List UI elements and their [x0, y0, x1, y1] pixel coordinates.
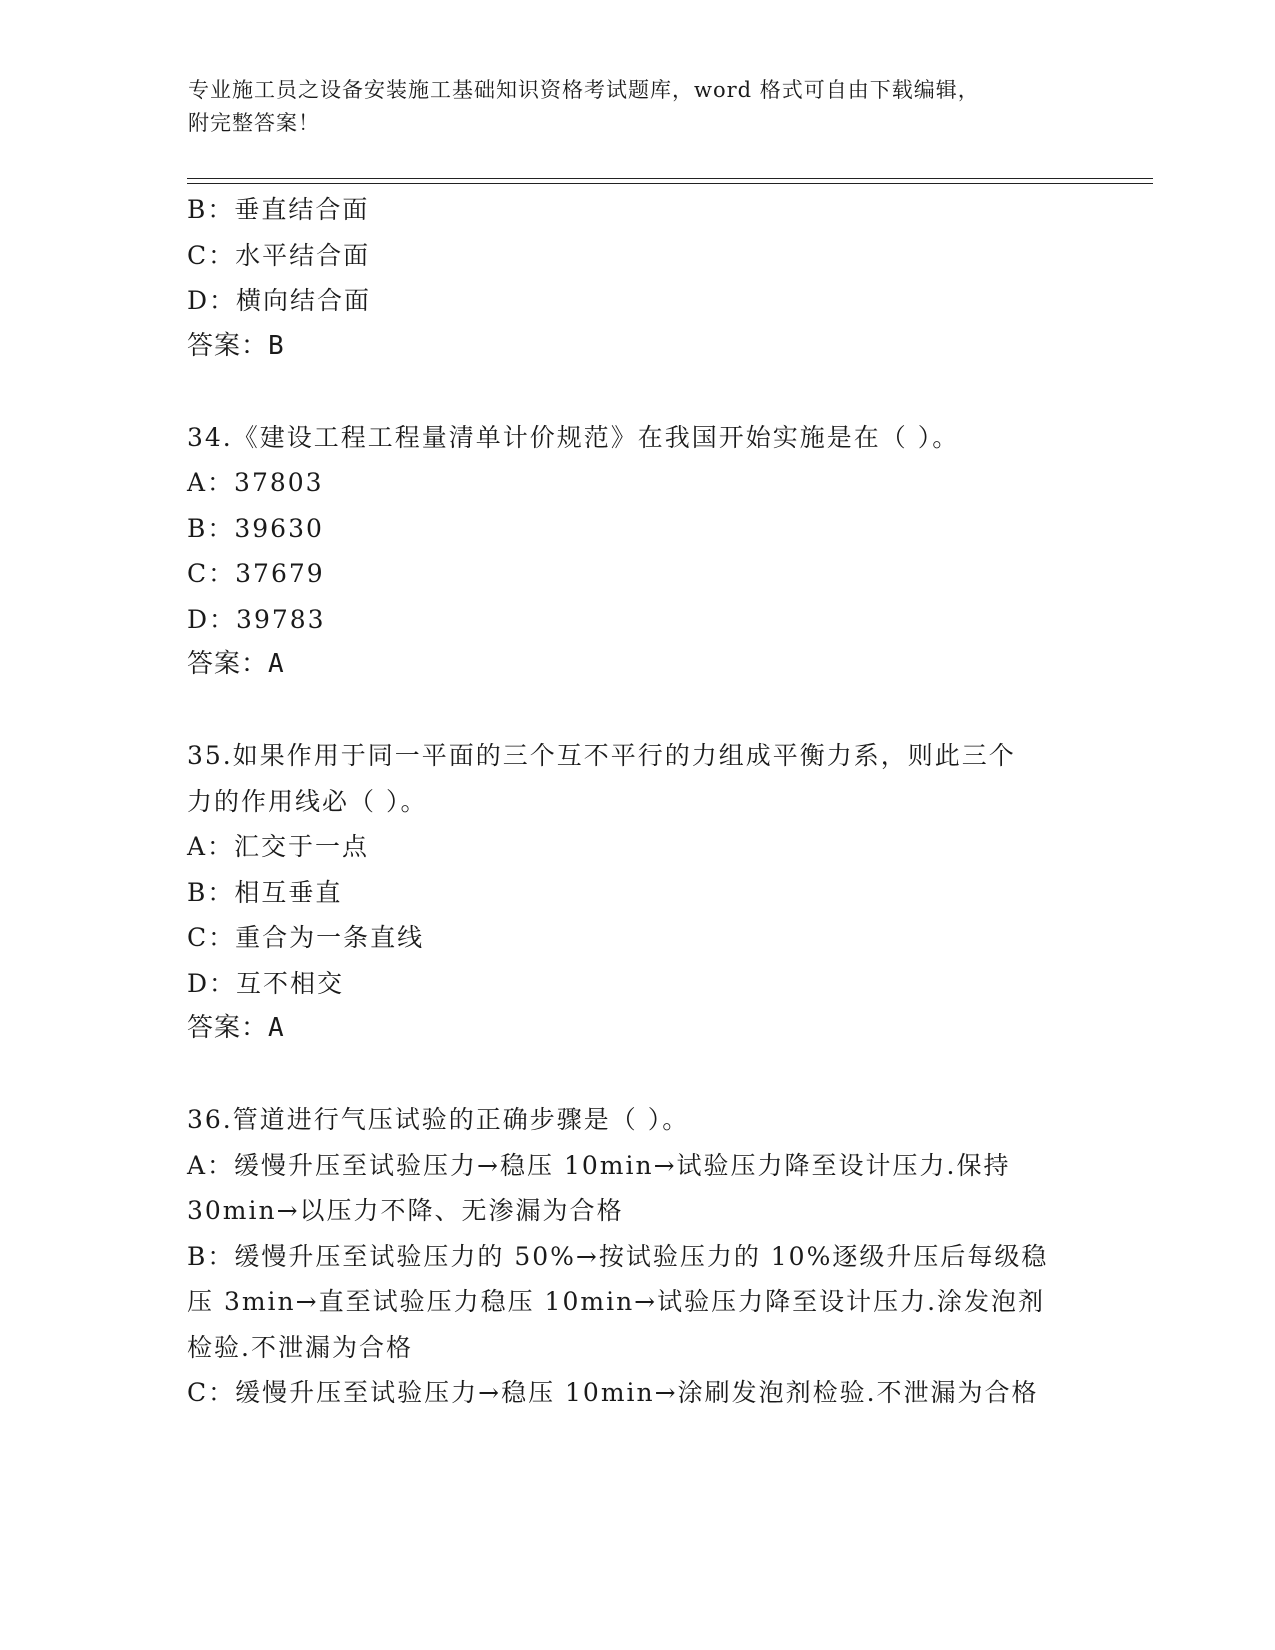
- question-36: [187, 1097, 1087, 1416]
- question-content: [187, 187, 1087, 1416]
- option-c: C：缓慢升压至试验压力→稳压 10min→涂刷发泡剂检验.不泄漏为合格: [187, 1378, 1039, 1407]
- option-a: A：37803: [187, 468, 324, 497]
- option-d: D：互不相交: [187, 968, 345, 998]
- question-35: [187, 733, 1087, 1052]
- option-c: C：重合为一条直线: [187, 923, 425, 952]
- header-line-1: 专业施工员之设备安装施工基础知识资格考试题库，word 格式可自由下载编辑，: [188, 78, 980, 102]
- option-a-line-1: A：缓慢升压至试验压力→稳压 10min→试验压力降至设计压力.保持: [187, 1150, 1011, 1180]
- question-34: [187, 415, 1087, 688]
- option-c: C：37679: [187, 559, 325, 588]
- option-a: A：汇交于一点: [187, 832, 370, 861]
- option-b-line-1: B：缓慢升压至试验压力的 50%→按试验压力的 10%逐级升压后每级稳: [187, 1241, 1049, 1271]
- option-b: B：39630: [187, 513, 324, 543]
- spacer: [187, 1052, 1087, 1098]
- header-line-2: 附完整答案！: [188, 111, 320, 135]
- question-stem-line-2: 力的作用线必（ ）。: [187, 786, 428, 816]
- spacer: [187, 369, 1087, 415]
- header-divider-top: [187, 178, 1153, 179]
- question-stem: 34.《建设工程工程量清单计价规范》在我国开始实施是在（ ）。: [187, 422, 960, 452]
- answer-line: 答案：B: [187, 330, 285, 361]
- option-a-line-2: 30min→以压力不降、无渗漏为合格: [187, 1196, 624, 1225]
- option-b-line-3: 检验.不泄漏为合格: [187, 1332, 413, 1362]
- answer-line: 答案：A: [187, 1013, 285, 1043]
- option-c: C：水平结合面: [187, 240, 371, 270]
- option-b: B：垂直结合面: [187, 195, 370, 224]
- spacer: [187, 688, 1087, 734]
- option-b-line-2: 压 3min→直至试验压力稳压 10min→试验压力降至设计压力.涂发泡剂: [187, 1287, 1046, 1316]
- header-divider-bottom: [187, 183, 1153, 184]
- document-header: [188, 74, 1068, 140]
- answer-line: 答案：A: [187, 649, 285, 679]
- prev-question-block: [187, 187, 1087, 369]
- question-stem-line-1: 35.如果作用于同一平面的三个互不平行的力组成平衡力系，则此三个: [187, 741, 1016, 770]
- question-stem: 36.管道进行气压试验的正确步骤是（ ）。: [187, 1105, 690, 1134]
- option-b: B：相互垂直: [187, 877, 343, 907]
- option-d: D：39783: [187, 604, 326, 634]
- option-d: D：横向结合面: [187, 286, 372, 315]
